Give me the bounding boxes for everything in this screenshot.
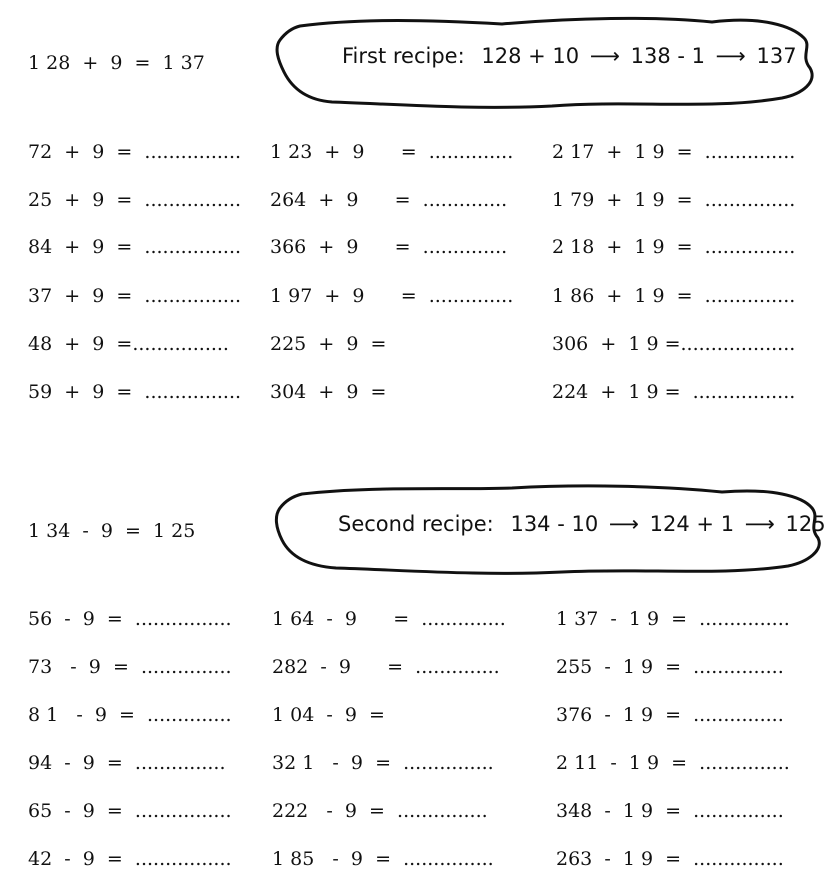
recipe-bubble-first xyxy=(272,12,822,112)
exercise-item: 224 + 1 9 = ................. xyxy=(552,381,796,403)
exercise-item: 282 - 9 = .............. xyxy=(272,656,500,678)
exercise-item: 2 18 + 1 9 = ............... xyxy=(552,236,796,258)
recipe-bubble-second xyxy=(272,478,828,578)
recipe-result: 125 xyxy=(785,512,826,536)
exercise-item: 348 - 1 9 = ............... xyxy=(556,800,784,822)
recipe-step1: 128 + 10 xyxy=(481,44,580,68)
exercise-item: 37 + 9 = ................ xyxy=(28,285,242,307)
exercise-item: 56 - 9 = ................ xyxy=(28,608,232,630)
exercise-item: 1 04 - 9 = xyxy=(272,704,385,726)
exercise-item: 94 - 9 = ............... xyxy=(28,752,226,774)
recipe-label: Second recipe: xyxy=(338,512,494,536)
recipe-step2: 138 - 1 xyxy=(630,44,705,68)
exercise-item: 222 - 9 = ............... xyxy=(272,800,488,822)
exercise-item: 1 37 - 1 9 = ............... xyxy=(556,608,790,630)
example-subtraction: 1 34 - 9 = 1 25 xyxy=(28,520,196,542)
recipe-step2: 124 + 1 xyxy=(649,512,735,536)
exercise-item: 2 17 + 1 9 = ............... xyxy=(552,141,796,163)
exercise-item: 72 + 9 = ................ xyxy=(28,141,242,163)
exercise-item: 1 79 + 1 9 = ............... xyxy=(552,189,796,211)
example-addition: 1 28 + 9 = 1 37 xyxy=(28,52,205,74)
exercise-item: 264 + 9 = .............. xyxy=(270,189,508,211)
exercise-item: 225 + 9 = xyxy=(270,333,387,355)
exercise-item: 8 1 - 9 = .............. xyxy=(28,704,232,726)
exercise-item: 1 85 - 9 = ............... xyxy=(272,848,494,870)
exercise-item: 65 - 9 = ................ xyxy=(28,800,232,822)
exercise-item: 306 + 1 9 =................... xyxy=(552,333,796,355)
arrow-icon: ⟶ xyxy=(715,44,746,68)
exercise-item: 263 - 1 9 = ............... xyxy=(556,848,784,870)
exercise-item: 1 64 - 9 = .............. xyxy=(272,608,506,630)
exercise-item: 32 1 - 9 = ............... xyxy=(272,752,494,774)
exercise-item: 1 23 + 9 = .............. xyxy=(270,141,514,163)
exercise-item: 366 + 9 = .............. xyxy=(270,236,508,258)
recipe-step1: 134 - 10 xyxy=(510,512,599,536)
arrow-icon: ⟶ xyxy=(608,512,639,536)
exercise-item: 2 11 - 1 9 = ............... xyxy=(556,752,790,774)
exercise-item: 42 - 9 = ................ xyxy=(28,848,232,870)
exercise-item: 255 - 1 9 = ............... xyxy=(556,656,784,678)
exercise-item: 84 + 9 = ................ xyxy=(28,236,242,258)
exercise-item: 48 + 9 =................ xyxy=(28,333,229,355)
arrow-icon: ⟶ xyxy=(589,44,620,68)
exercise-item: 73 - 9 = ............... xyxy=(28,656,232,678)
recipe-label: First recipe: xyxy=(342,44,465,68)
exercise-item: 59 + 9 = ................ xyxy=(28,381,242,403)
exercise-item: 304 + 9 = xyxy=(270,381,387,403)
exercise-item: 1 97 + 9 = .............. xyxy=(270,285,514,307)
exercise-item: 1 86 + 1 9 = ............... xyxy=(552,285,796,307)
exercise-item: 25 + 9 = ................ xyxy=(28,189,242,211)
exercise-item: 376 - 1 9 = ............... xyxy=(556,704,784,726)
recipe-result: 137 xyxy=(756,44,797,68)
arrow-icon: ⟶ xyxy=(744,512,775,536)
